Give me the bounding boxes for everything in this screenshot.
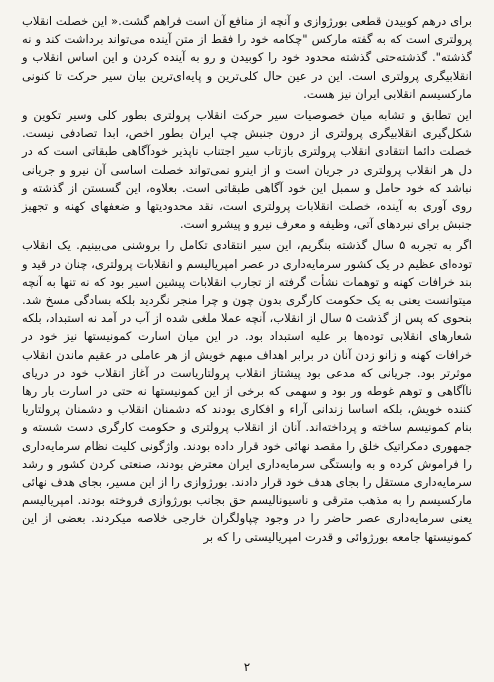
body-text (22, 12, 472, 546)
paragraph-3: اگر به تجربه ۵ سال گذشته بنگریم، این سیر انتقادی تکامل را بروشنی می‌بینیم. یک انقلاب‌ توده‌ای عظیم در یک کشور سرمایه‌داری در عصر امپریالیسم و انقلابات پرولتری، چنان در قید و بند خرافات کهنه و توهمات نشأت گرفته از تجارب انقلابات پیشین اسیر بود که نه تنها به آنچه میتوانست یعنی به یک حکومت کارگری بدون چون و چرا منجر نگردید بلکه بسادگی مسخ شد. بنحوی که پس از گذشت ۵ سال از انقلاب، آنچه عملا ملغی شده از آب در آمد نه استبداد، بلکه شعارهای انقلابی توده‌ها بر علیه استبداد بود. در این میان اسارت کمونیستها نیز خود در خرافات کهنه و زانو زدن آنان در برابر اهداف مبهم خویش از هر عاملی در عقیم ماندن انقلاب موثرتر بود. جریانی که مدعی بود پیشتاز انقلاب پرولتاریاست در آغاز انقلاب خود در دریای ناآگاهی و توهم غوطه ور بود و سهمی که برخی از این کمونیستها نه حتی در اسارت بار رها کننده خویش، بلکه اساسا زندانی آراء و افکاری بودند که دشمنان انقلاب و دشمنان پرولتاریا بنام کمونیسم ساخته و پرداخته‌اند. آنان از انقلاب پرولتری و حکومت کارگری دست شسته و جمهوری دمکراتیک خلق را مقصد نهائی خود قرار داده بودند. واژگونی کلیت نظام سرمایه‌داری را فراموش کرده و به وابستگی سرمایه‌داری ایران معترض بودند، صنعتی کردن کشور و رشد سرمایه‌داری مستقل را بجای هدف خود قرار دادند. بورژوازی را از این مسیر، بجای هدف نهائی مارکسیسم را به مذهب مترقی و ناسیونالیسم حق بجانب بورژوازی فروخته بودند. امپریالیسم یعنی سرمایه‌داری عصر حاضر را در وجود چپاولگران خارجی خلاصه میکردند. بعضی از این کمونیستها جامعه بورژوائی و قدرت امپریالیستی را که بر (22, 238, 473, 544)
paragraph-1: برای درهم کوبیدن قطعی بورژوازی و آنچه از منافع آن است فراهم گشت.« این خصلت انقلاب پرولتری است که به گفته مارکس "چکامه خود را فقط از متن آینده می‌تواند برداشت کند و نه گذشته". گذشته‌حتی گذشته محدود خود را کوبیدن و رو به آینده کردن و این اساس انقلاب و انقلابیگری پرولتری است. این در عین حال کلی‌ترین و پایه‌ای‌ترین بیان سیر حرکت تا کنونی مارکسیسم انقلابی ایران نیز هست. (22, 14, 472, 101)
paragraph-2: این تطابق و تشابه میان خصوصیات سیر حرکت انقلاب پرولتری بطور کلی وسیر تکوین و شکل‌گیری انقلابیگری پرولتری از درون جنبش چپ ایران بطور اخص، ابدا تصادفی نیست. خصلت دائما انتقادی انقلاب پرولتری بازتاب سیر اجتناب ناپذیر خودآگاهی طبقاتی است که در دل هر انقلاب پرولتری در جریان است و از اینرو نمی‌تواند خصلت اساسی آن نیرو و جریانی نباشد که خود حامل و سمبل این خود آگاهی طبقاتی است. بعلاوه، این گسستن از گذشته و روی آوری به آینده، خصلت انقلابات پرولتری است، نقد محدودیتها و ضعفهای کهنه و تجهیز جنبش برای نبردهای آتی، وظیفه و معرف نیرو و پیشرو است. (22, 108, 472, 232)
page-number: ۲ (243, 660, 251, 674)
